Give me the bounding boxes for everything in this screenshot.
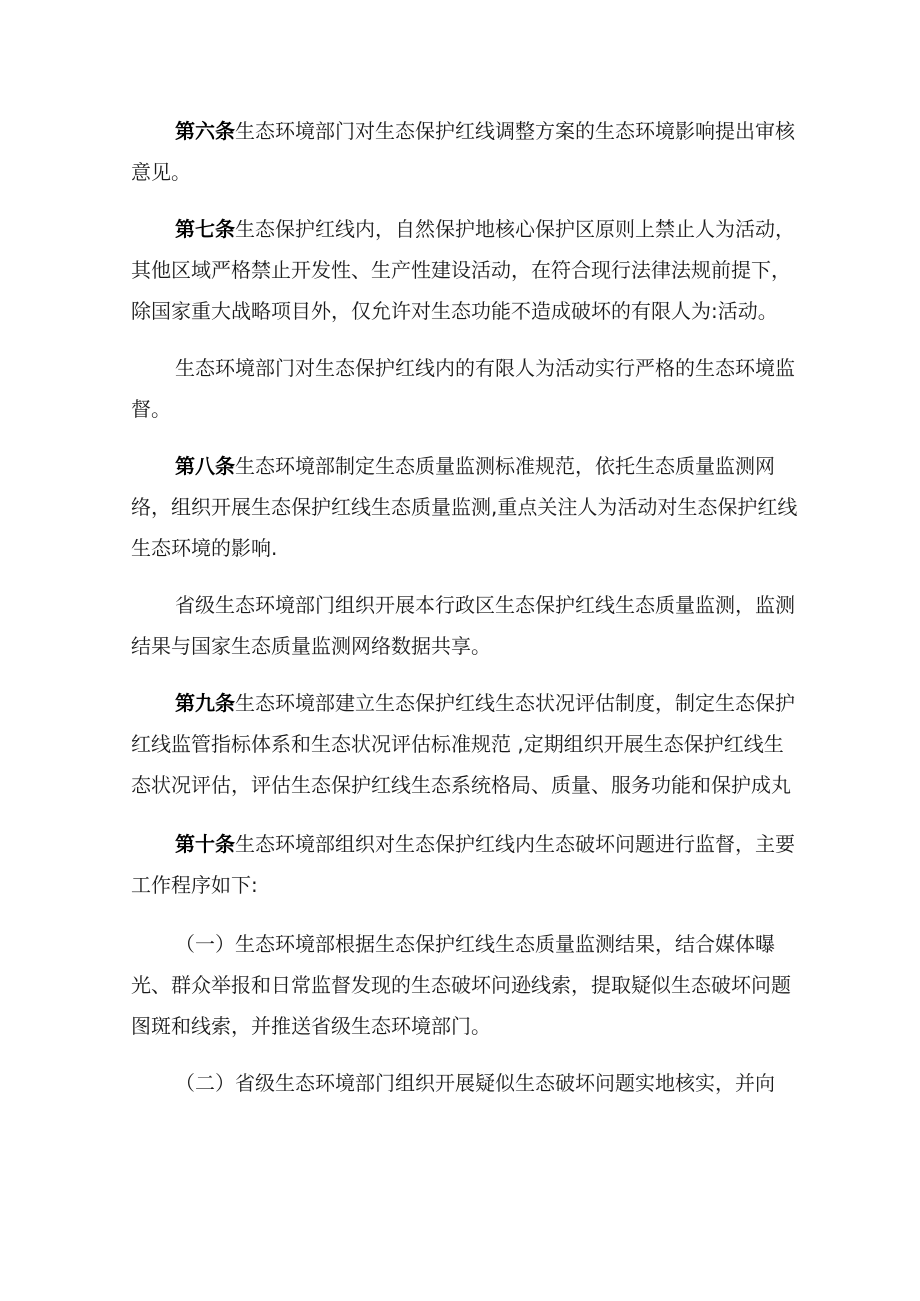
article-label: 第八条 bbox=[175, 454, 235, 478]
article-text: 生态环境部制定生态质量监测标准规范，依托生态质量监测网络，组织开展生态保护红线生态质量监测,重点关注人为活动对生态保护红线生态环境的影响. bbox=[131, 454, 798, 560]
article-6-paragraph bbox=[131, 111, 799, 193]
article-10-paragraph bbox=[131, 824, 799, 906]
paragraph-text: 省级生态环境部门组织开展本行政区生态保护红线生态质量监测，监测结果与国家生态质量监测网络数据共享。 bbox=[131, 593, 795, 658]
procedure-item-1-paragraph bbox=[131, 924, 799, 1047]
article-text: 生态环境部建立生态保护红线生态状况评估制度，制定生态保护红线监管指标体系和生态状况评估标准规范 ,定期组织开展生态保护红线生态状况评估，评估生态保护红线生态系统格局、质量、服务功能和保护成丸 bbox=[131, 691, 795, 797]
article-text: 生态环境部门对生态保护红线调整方案的生态环境影响提出审核意见。 bbox=[131, 119, 795, 184]
article-label: 第七条 bbox=[175, 217, 235, 241]
paragraph-text: （一）生态环境部根据生态保护红线生态质量监测结果，结合媒体曝光、群众举报和日常监督发现的生态破坏问逊线索，提取疑似生态破坏问题图斑和线索，并推送省级生态环境部门。 bbox=[131, 932, 791, 1038]
article-text: 生态环境部组织对生态保护红线内生态破坏问题进行监督，主要工作程序如下: bbox=[131, 832, 795, 897]
article-label: 第十条 bbox=[175, 832, 235, 856]
paragraph-text: （二）省级生态环境部门组织开展疑似生态破坏问题实地核实，并向 bbox=[175, 1071, 775, 1095]
article-7-supplement-paragraph bbox=[131, 348, 799, 430]
article-label: 第九条 bbox=[175, 691, 235, 715]
article-9-paragraph bbox=[131, 683, 799, 806]
paragraph-text: 生态环境部门对生态保护红线内的有限人为活动实行严格的生态环境监督。 bbox=[131, 356, 795, 421]
article-7-paragraph bbox=[131, 209, 799, 332]
article-label: 第六条 bbox=[175, 119, 235, 143]
article-8-paragraph bbox=[131, 446, 799, 569]
article-8-supplement-paragraph bbox=[131, 585, 799, 667]
article-text: 生态保护红线内，自然保护地核心保护区原则上禁止人为活动，其他区域严格禁止开发性、生产性建设活动，在符合现行法律法规前提下，除国家重大战略项目外，仅允许对生态功能不造成破坏的有限人为:活动。 bbox=[131, 217, 795, 323]
procedure-item-2-paragraph bbox=[131, 1063, 799, 1104]
document-body bbox=[131, 111, 799, 1104]
